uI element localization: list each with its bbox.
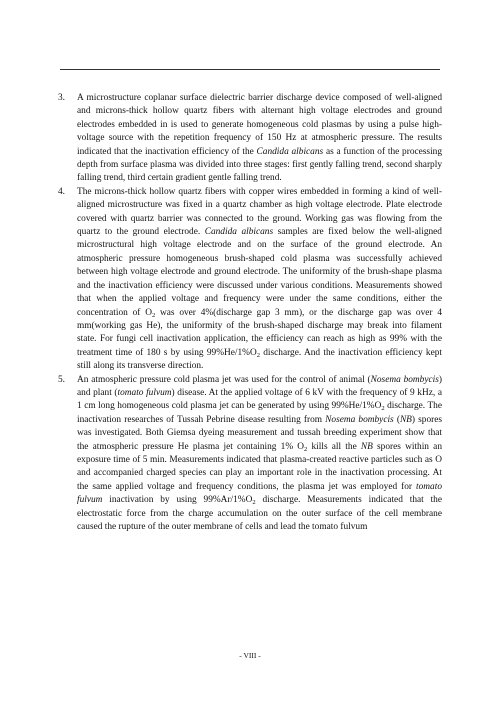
text-run: ) and plant ( bbox=[77, 374, 443, 398]
subscript: 2 bbox=[381, 405, 385, 413]
list-item bbox=[58, 186, 442, 374]
italic-term: Candida albicans bbox=[256, 146, 324, 157]
item-number: 4. bbox=[58, 186, 66, 197]
italic-term: NB bbox=[399, 414, 412, 425]
item-text bbox=[77, 374, 442, 535]
header-rule bbox=[60, 69, 440, 70]
subscript: 2 bbox=[151, 311, 156, 319]
subscript: 2 bbox=[304, 445, 308, 453]
text-run: ) spores was investigated. Both Giemsa dyeing measurement and tussah breeding experiment show that the atmospheric pressure He plasma jet containing 1% O bbox=[77, 414, 443, 452]
text-run: was over 4%(discharge gap 3 mm), or the discharge gap was over 4 mm(working gas He), the uniformity of the brush-shaped discharge may break into filament state. For fungi cell inactivation application, the efficiency can reach as high as 99% with the treatment time of 180 s by using 99%He/1%O bbox=[77, 307, 442, 358]
italic-term: Nosema bombycis bbox=[370, 374, 439, 385]
text-run: ) disease. At the applied voltage of 6 kV with the frequency of 9 kHz, a 1 cm long homogeneous cold plasma jet can be generated by using 99%He/1%O bbox=[77, 387, 442, 412]
numbered-list bbox=[58, 92, 442, 534]
text-run: discharge. Measurements indicated that the electrostatic force from the charge accumulation on the outer surface of the cell membrane caused the rupture of the outer membrane of cells and lead the tomato fulvum bbox=[77, 495, 442, 532]
page-number: - VIII - bbox=[239, 651, 261, 660]
text-run: as a function of the processing depth from surface plasma was divided into three stages: first gently falling trend, second sharply falling trend, third certain gradient gentle falling trend. bbox=[77, 146, 443, 184]
list-item bbox=[58, 374, 442, 535]
text-run: A microstructure coplanar surface dielectric barrier discharge device composed of well-aligned and microns-thick hollow quartz fibers with alternant high voltage electrodes and ground electrodes embedded in is used to generate homogeneous cold plasmas by using a pulse high-voltage source with the repetition frequency of 150 Hz at atmospheric pressure. The results indicated that the inactivation efficiency of the bbox=[77, 93, 442, 157]
item-text bbox=[77, 92, 442, 186]
text-run: discharge. The inactivation researches of Tussah Pebrine disease resulting from bbox=[77, 401, 442, 425]
text-run: inactivation by using 99%Ar/1%O bbox=[102, 495, 253, 506]
list-item bbox=[58, 92, 442, 186]
item-number: 3. bbox=[58, 93, 66, 103]
italic-term: tomato fulvum bbox=[117, 387, 172, 398]
text-run: kills all the bbox=[307, 441, 361, 452]
italic-term: NB bbox=[360, 441, 373, 452]
italic-term: Nosema bombycis bbox=[325, 414, 394, 425]
text-run: samples are fixed below the well-aligned microstructural high voltage electrode and on the surface of the ground electrode. An atmospheric pressure homogeneous brush-shaped cold plasma was successfully achieved between high voltage electrode and ground electrode. The uniformity of the brush-shape plasma and the inactivation efficiency were discussed under various conditions. Measurements showed that when the applied voltage and frequency were under the same conditions, either the concentration of O bbox=[77, 227, 442, 318]
text-run: The microns-thick hollow quartz fibers with copper wires embedded in forming a kind of well-aligned microstructure was fixed in a quartz chamber as high voltage electrode. Plate electrode covered with quartz barrier was connected to the ground. Working gas was flowing from the quartz to the ground electrode. bbox=[77, 186, 442, 238]
item-number: 5. bbox=[58, 374, 66, 385]
text-run: An atmospheric pressure cold plasma jet was used for the control of animal ( bbox=[77, 374, 371, 385]
italic-term: Candida albicans bbox=[204, 227, 274, 238]
item-text bbox=[77, 186, 442, 374]
subscript: 2 bbox=[256, 351, 260, 359]
text-run: spores within an exposure time of 5 min. Measurements indicated that plasma-created reactive particles such as O and accompanied charged species can play an important role in the inactivation processing. At the same applied voltage and frequency conditions, the plasma jet was employed for bbox=[77, 441, 442, 492]
italic-term: tomato fulvum bbox=[77, 481, 442, 506]
text-run: discharge. And the inactivation efficiency kept still along its transverse direction. bbox=[77, 347, 442, 372]
text-run: ( bbox=[393, 414, 400, 425]
subscript: 2 bbox=[252, 499, 256, 507]
